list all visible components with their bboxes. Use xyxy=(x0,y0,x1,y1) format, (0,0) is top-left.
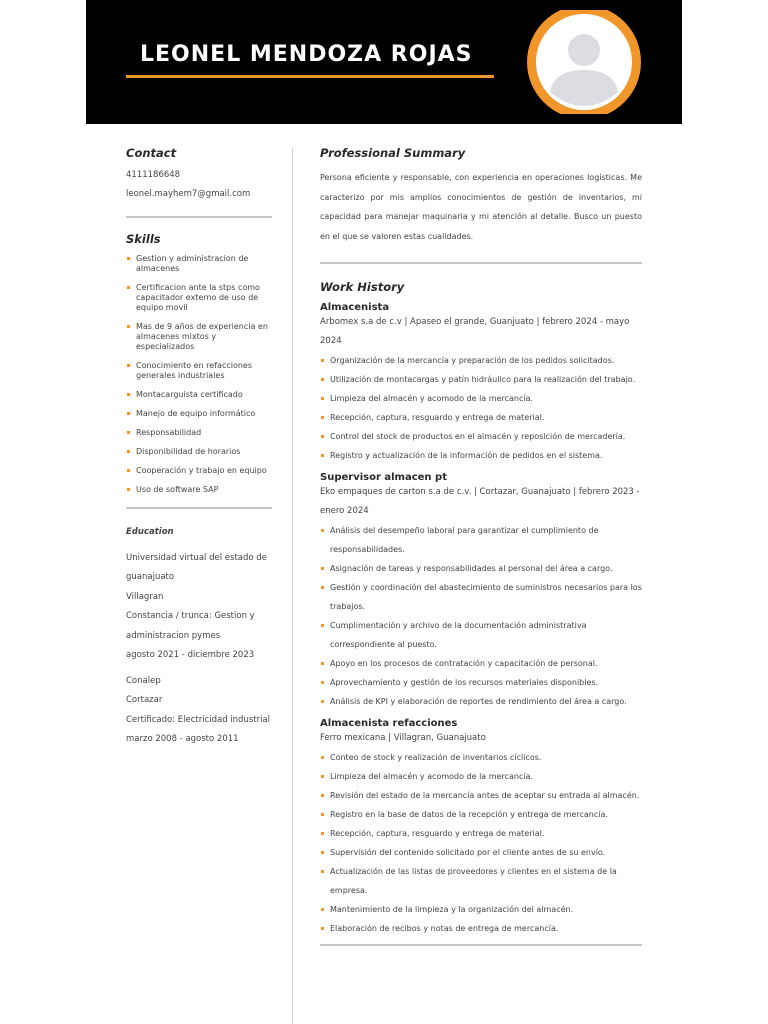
education-title: Education xyxy=(126,527,174,537)
skills-title: Skills xyxy=(126,232,161,246)
section-divider xyxy=(126,507,272,509)
skill-text: Gestion y administracion de almacenes xyxy=(136,254,249,273)
job-title: Almacenista xyxy=(320,302,390,313)
job-bullet xyxy=(320,692,642,711)
bullet-icon xyxy=(127,364,130,367)
job-bullets xyxy=(320,748,642,938)
skill-item xyxy=(126,428,272,438)
bullet-icon xyxy=(321,756,324,759)
bullet-icon xyxy=(127,393,130,396)
job-bullet xyxy=(320,843,642,862)
skill-text: Uso de software SAP xyxy=(136,485,219,494)
column-divider xyxy=(292,148,293,1024)
edu-dates: marzo 2008 - agosto 2011 xyxy=(126,734,239,744)
bullet-icon xyxy=(127,450,130,453)
bullet-icon xyxy=(127,431,130,434)
bullet-icon xyxy=(321,359,324,362)
job-bullet-text: Organización de la mercancía y preparación de los pedidos solicitados. xyxy=(330,356,615,365)
contact-phone: 4111186648 xyxy=(126,170,181,180)
skill-item xyxy=(126,283,272,313)
edu-city: Cortazar xyxy=(126,695,163,705)
skill-text: Certificacion ante la stps como capacitador externo de uso de equipo movil xyxy=(136,283,260,312)
bullet-icon xyxy=(321,794,324,797)
job-bullet-text: Supervisión del contenido solicitado por el cliente antes de su envío. xyxy=(330,848,606,857)
education-entry xyxy=(126,549,272,666)
job-bullet xyxy=(320,351,642,370)
bullet-icon xyxy=(321,681,324,684)
job-bullet-text: Limpieza del almacén y acomodo de la mercancía. xyxy=(330,772,534,781)
job-meta: Eko empaques de carton s.a de c.v. | Cortazar, Guanajuato | febrero 2023 - enero 2024 xyxy=(320,487,640,516)
job-bullet xyxy=(320,389,642,408)
job-bullet-text: Apoyo en los procesos de contratación y capacitación de personal. xyxy=(330,659,598,668)
job-bullet xyxy=(320,370,642,389)
bullet-icon xyxy=(321,775,324,778)
bullet-icon xyxy=(127,286,130,289)
bullet-icon xyxy=(321,397,324,400)
job-bullets xyxy=(320,521,642,711)
job-entry xyxy=(320,718,642,938)
skill-text: Conocimiento en refacciones generales industriales xyxy=(136,361,253,380)
job-bullet xyxy=(320,786,642,805)
bullet-icon xyxy=(321,851,324,854)
job-bullet-text: Gestión y coordinación del abastecimiento de suministros necesarios para los trabajos. xyxy=(330,583,642,611)
bullet-icon xyxy=(321,927,324,930)
education-section xyxy=(126,523,272,750)
skill-item xyxy=(126,447,272,457)
bullet-icon xyxy=(127,412,130,415)
bullet-icon xyxy=(321,700,324,703)
name-underline xyxy=(126,75,494,78)
bullet-icon xyxy=(321,454,324,457)
user-avatar-icon xyxy=(526,10,642,114)
edu-dates: agosto 2021 - diciembre 2023 xyxy=(126,650,255,660)
job-bullet-text: Control del stock de productos en el almacén y reposición de mercadería. xyxy=(330,432,626,441)
contact-section xyxy=(126,146,272,204)
job-bullet-text: Cumplimentación y archivo de la documentación administrativa correspondiente al puesto. xyxy=(330,621,587,649)
skill-text: Montacarguista certificado xyxy=(136,390,243,399)
job-bullet xyxy=(320,408,642,427)
job-entry xyxy=(320,472,642,711)
work-title: Work History xyxy=(320,280,405,294)
job-bullet xyxy=(320,748,642,767)
job-bullet-text: Análisis del desempeño laboral para garantizar el cumplimiento de responsabilidades. xyxy=(330,526,599,554)
bullet-icon xyxy=(127,325,130,328)
bullet-icon xyxy=(321,567,324,570)
bullet-icon xyxy=(321,870,324,873)
job-bullet xyxy=(320,862,642,900)
skill-text: Cooperación y trabajo en equipo xyxy=(136,466,267,475)
job-bullet-text: Revisión del estado de la mercancía antes de aceptar su entrada al almacén. xyxy=(330,791,640,800)
job-bullet xyxy=(320,559,642,578)
skill-item xyxy=(126,466,272,476)
job-bullet-text: Recepción, captura, resguardo y entrega de material. xyxy=(330,413,545,422)
job-bullet xyxy=(320,673,642,692)
candidate-name: LEONEL MENDOZA ROJAS xyxy=(140,42,473,67)
job-bullet xyxy=(320,654,642,673)
skill-text: Responsabilidad xyxy=(136,428,202,437)
job-title: Supervisor almacen pt xyxy=(320,472,447,483)
job-meta: Arbomex s.a de c.v | Apaseo el grande, Guanjuato | febrero 2024 - mayo 2024 xyxy=(320,317,630,346)
job-bullet-text: Asignación de tareas y responsabilidades al personal del área a cargo. xyxy=(330,564,613,573)
right-column xyxy=(320,146,642,946)
job-bullet-text: Recepción, captura, resguardo y entrega de material. xyxy=(330,829,545,838)
bullet-icon xyxy=(321,529,324,532)
skill-item xyxy=(126,322,272,352)
job-bullet-text: Conteo de stock y realización de inventarios cíclicos. xyxy=(330,753,542,762)
skills-section xyxy=(126,232,272,495)
bullet-icon xyxy=(321,378,324,381)
education-entry xyxy=(126,672,272,750)
skills-list xyxy=(126,254,272,495)
bullet-icon xyxy=(321,435,324,438)
job-bullet xyxy=(320,824,642,843)
job-bullets xyxy=(320,351,642,465)
left-column xyxy=(126,146,272,750)
job-bullet xyxy=(320,767,642,786)
bullet-icon xyxy=(321,416,324,419)
job-bullet-text: Aprovechamiento y gestión de los recursos materiales disponibles. xyxy=(330,678,599,687)
job-bullet-text: Utilización de montacargas y patín hidráulico para la realización del trabajo. xyxy=(330,375,636,384)
job-bullet-text: Mantenimiento de la limpieza y la organización del almacén. xyxy=(330,905,574,914)
bullet-icon xyxy=(321,908,324,911)
job-bullet xyxy=(320,805,642,824)
skill-text: Manejo de equipo informático xyxy=(136,409,256,418)
summary-title: Professional Summary xyxy=(320,146,466,160)
job-bullet xyxy=(320,578,642,616)
job-bullet-text: Limpieza del almacén y acomodo de la mercancía. xyxy=(330,394,534,403)
section-divider xyxy=(320,944,642,946)
section-divider xyxy=(320,262,642,264)
edu-school: Universidad virtual del estado de guanajuato xyxy=(126,552,267,582)
job-bullet xyxy=(320,616,642,654)
summary-text: Persona eficiente y responsable, con experiencia en operaciones logísticas. Me caracterizo por mis amplios conocimientos de gestión de inventarios, mi capacidad para manejar maquinaria y mi atención al detalle. Busco un puesto en el que se valoren estas cualidades. xyxy=(320,173,642,241)
edu-degree: Certificado: Electricidad industrial xyxy=(126,714,271,725)
edu-school: Conalep xyxy=(126,675,161,686)
bullet-icon xyxy=(127,469,130,472)
job-bullet-text: Actualización de las listas de proveedores y clientes en el sistema de la empresa. xyxy=(330,867,617,895)
bullet-icon xyxy=(321,832,324,835)
job-bullet-text: Análisis de KPI y elaboración de reportes de rendimiento del área a cargo. xyxy=(330,697,627,706)
resume-header xyxy=(86,0,682,124)
job-entry xyxy=(320,302,642,465)
work-section xyxy=(320,280,642,938)
job-bullet xyxy=(320,900,642,919)
skill-item xyxy=(126,485,272,495)
skill-item xyxy=(126,390,272,400)
job-bullet xyxy=(320,446,642,465)
job-bullet-text: Registro en la base de datos de la recepción y entrega de mercancía. xyxy=(330,810,608,819)
bullet-icon xyxy=(321,662,324,665)
edu-city: Villagran xyxy=(126,591,164,602)
skill-text: Disponibilidad de horarios xyxy=(136,447,241,456)
skill-item xyxy=(126,254,272,274)
bullet-icon xyxy=(127,257,130,260)
skill-item xyxy=(126,409,272,419)
job-bullet-text: Elaboración de recibos y notas de entrega de mercancía. xyxy=(330,924,559,933)
job-title: Almacenista refacciones xyxy=(320,718,458,729)
section-divider xyxy=(126,216,272,218)
contact-title: Contact xyxy=(126,146,177,160)
edu-degree: Constancia / trunca: Gestion y administracion pymes xyxy=(126,611,255,641)
job-meta: Ferro mexicana | Villagran, Guanajuato xyxy=(320,733,486,743)
bullet-icon xyxy=(127,488,130,491)
bullet-icon xyxy=(321,813,324,816)
summary-section xyxy=(320,146,642,246)
skill-text: Mas de 9 años de experiencia en almacenes mixtos y especializados xyxy=(136,322,268,351)
skill-item xyxy=(126,361,272,381)
job-bullet xyxy=(320,427,642,446)
job-bullet xyxy=(320,919,642,938)
contact-email: leonel.mayhem7@gmail.com xyxy=(126,189,251,199)
bullet-icon xyxy=(321,624,324,627)
jobs-list xyxy=(320,302,642,938)
bullet-icon xyxy=(321,586,324,589)
job-bullet-text: Registro y actualización de la información de pedidos en el sistema. xyxy=(330,451,603,460)
job-bullet xyxy=(320,521,642,559)
